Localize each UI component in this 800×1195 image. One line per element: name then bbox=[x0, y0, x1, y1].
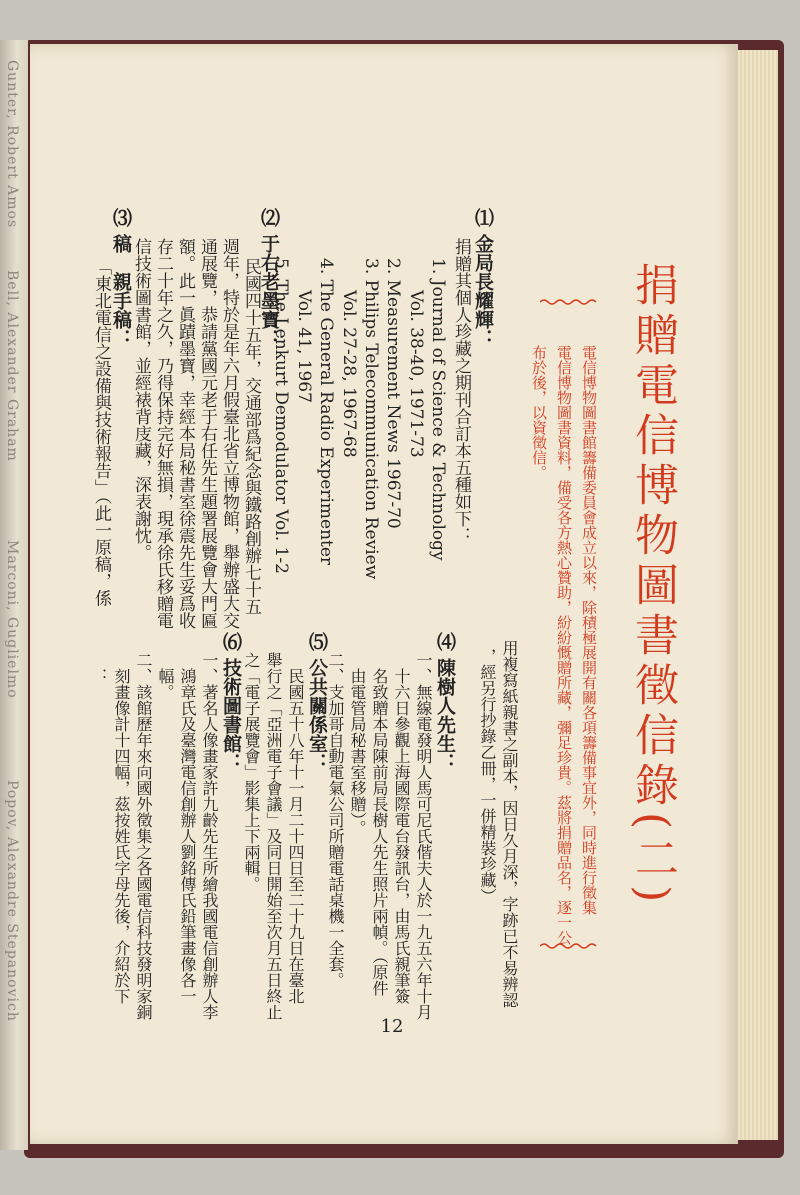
left-page-fragment: Popov, Alexandre Stepanovich bbox=[4, 780, 20, 1022]
section-line: 名致贈本局陳前局長樹人先生照片兩幀。（原件 bbox=[370, 668, 389, 996]
section-line: 1. Journal of Science & Technology bbox=[428, 258, 448, 561]
section-line: 一、著名人像畫家許九齡先生所繪我國電信創辦人李 bbox=[200, 652, 219, 1020]
section-heading: ⑶ 稿 親手稿： bbox=[110, 208, 132, 348]
section-line: 捐贈其個人珍藏之期刊合訂本五種如下： bbox=[451, 238, 471, 544]
section-heading: ⑷ 陳樹人先生： bbox=[434, 632, 456, 772]
section-line: 民國五十八年十一月二十四日至二十九日在臺北 bbox=[286, 668, 305, 1004]
section-line: ，經另行抄錄乙冊，一併精裝珍藏） bbox=[478, 648, 497, 904]
section-line: 5. The Lenkurt Demodulator Vol. 1-2 bbox=[271, 258, 291, 574]
wavy-rule-top bbox=[540, 298, 598, 306]
section-line: 之「電子展覽會」影集上下兩輯。 bbox=[242, 652, 261, 892]
page-title: 捐贈電信博物圖書徵信錄(二) bbox=[627, 262, 678, 909]
section-line: Vol. 27-28, 1967-68 bbox=[339, 290, 359, 458]
section-line: 幅。 bbox=[156, 668, 175, 700]
section-line: 舉行之「亞洲電子會議」及同日開始至次月五日終止 bbox=[264, 652, 283, 1020]
section-line: 一、無線電發明人馬可尼氏偕夫人於一九五六年十月 bbox=[414, 652, 433, 1020]
section-line: 由電管局秘書室移贈）。 bbox=[348, 668, 367, 836]
section-line: 週年，特於是年六月假臺北省立博物館，舉辦盛大交 bbox=[219, 238, 239, 629]
section-heading: ⑵ 于右老墨寶： bbox=[258, 208, 280, 348]
intro-line: 電信博物圖書資料，備受各方熱心贊助，紛紛慨贈所藏，彌足珍貴。茲將捐贈品名，逐一公 bbox=[555, 345, 573, 945]
section-line: 刻畫像計十四幅，茲按姓氏字母先後，介紹於下 bbox=[112, 668, 131, 1004]
left-page-fragment: Gunter, Robert Amos bbox=[4, 60, 20, 229]
page-number: 12 bbox=[380, 1016, 404, 1037]
intro-line: 布於後，以資徵信。 bbox=[530, 345, 548, 480]
left-page-edge bbox=[0, 40, 28, 1150]
section-line: 鴻章氏及臺灣電信創辦人劉銘傳氏鉛筆畫像各一 bbox=[178, 668, 197, 1004]
section-line: Vol. 41, 1967 bbox=[294, 290, 314, 403]
section-line: ： bbox=[90, 668, 109, 684]
section-line: 民國四十五年，交通部爲紀念與鐵路創辦七十五 bbox=[241, 258, 261, 615]
left-page-fragment: Bell, Alexander Graham bbox=[4, 270, 20, 462]
section-line: Vol. 38-40, 1971-73 bbox=[406, 290, 426, 458]
intro-line: 電信博物圖書館籌備委員會成立以來，除積極展開有關各項籌備事宜外，同時進行徵集 bbox=[580, 345, 598, 915]
section-line: 2. Measurement News 1967-70 bbox=[383, 258, 403, 529]
section-line: 4. The General Radio Experimenter bbox=[316, 258, 336, 566]
section-line: 二、支加哥自動電氣公司所贈電話桌機一全套。 bbox=[326, 652, 345, 988]
section-heading: ⑸ 公共關係室： bbox=[306, 632, 328, 772]
left-page-fragment: Marconi, Guglielmo bbox=[4, 540, 20, 699]
section-line: 二、該館歷年來向國外徵集之各國電信科技發明家銅 bbox=[134, 652, 153, 1020]
section-line: 3. Philips Telecommunication Review bbox=[361, 258, 381, 580]
section-line: 信技術圖書館，並經裱背庋藏，深表謝忱。 bbox=[131, 238, 151, 561]
section-line: 通展覽，恭請黨國元老于右任先生題署展覽會大門匾 bbox=[197, 238, 217, 629]
section-line: 十六日參觀上海國際電台發訊台，由馬氏親筆簽 bbox=[392, 668, 411, 1004]
section-heading: ⑹ 技術圖書館： bbox=[220, 632, 242, 772]
section-heading: ⑴ 金局長耀輝： bbox=[472, 208, 494, 348]
section-line: 存二十年之久，乃得保持完好無損，現承徐氏移贈電 bbox=[153, 238, 173, 629]
page-edges bbox=[738, 50, 778, 1140]
section-line: 用複寫紙親書之副本，因日久月深，字跡已不易辨認 bbox=[500, 640, 519, 1008]
section-line: 「東北電信之設備與技術報告」（此一原稿，係 bbox=[91, 258, 111, 607]
section-line: 額。此一眞蹟墨寶，幸經本局秘書室徐震先生妥爲收 bbox=[175, 238, 195, 629]
